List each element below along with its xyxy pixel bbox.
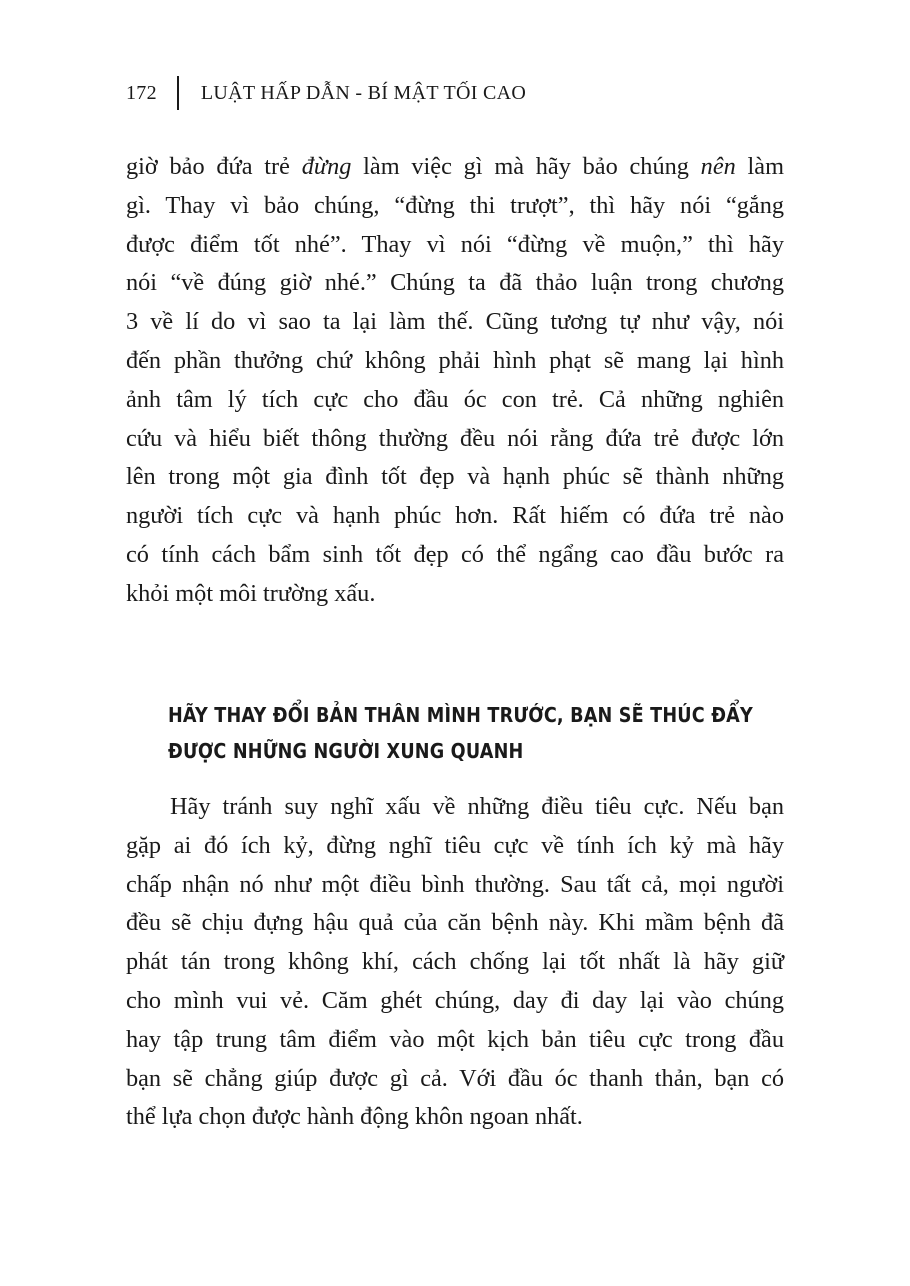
text-run: bạn sẽ chẳng giúp được gì cả. Với đầu óc thanh thản, bạn có	[126, 1064, 784, 1092]
text-line	[126, 1021, 784, 1060]
emphasized-word: nên	[700, 153, 736, 180]
text-run: đến phần thưởng chứ không phải hình phạt sẽ mang lại hình	[126, 346, 784, 374]
text-run: làm	[735, 153, 784, 180]
text-run: người tích cực và hạnh phúc hơn. Rất hiếm có đứa trẻ nào	[126, 502, 784, 530]
text-line	[126, 788, 784, 827]
page-number: 172	[126, 81, 157, 104]
text-run: ảnh tâm lý tích cực cho đầu óc con trẻ. Cả những nghiên	[126, 385, 784, 413]
section-heading	[168, 697, 753, 769]
text-run: có tính cách bẩm sinh tốt đẹp có thể ngẩng cao đầu bước ra	[126, 540, 784, 568]
text-line	[126, 226, 784, 265]
text-run: cứu và hiểu biết thông thường đều nói rằng đứa trẻ được lớn	[126, 424, 784, 452]
paragraph-1	[126, 148, 784, 614]
text-run: làm việc gì mà hãy bảo chúng	[351, 153, 701, 180]
text-run: thể lựa chọn được hành động khôn ngoan nhất.	[126, 1103, 583, 1131]
section-heading-line-1: HÃY THAY ĐỔI BẢN THÂN MÌNH TRƯỚC, BẠN SẼ THÚC ĐẨY	[168, 703, 753, 727]
running-title: LUẬT HẤP DẪN - BÍ MẬT TỐI CAO	[200, 81, 527, 104]
header-divider	[177, 76, 179, 110]
text-run: nói “về đúng giờ nhé.” Chúng ta đã thảo luận trong chương	[126, 269, 784, 297]
text-run: giờ bảo đứa trẻ	[126, 153, 302, 180]
text-line	[126, 1060, 784, 1099]
text-line	[126, 866, 784, 905]
text-run: đều sẽ chịu đựng hậu quả của căn bệnh này. Khi mầm bệnh đã	[126, 909, 784, 937]
text-line	[126, 303, 784, 342]
text-run: khỏi một môi trường xấu.	[126, 579, 376, 607]
text-run: cho mình vui vẻ. Căm ghét chúng, day đi day lại vào chúng	[126, 986, 784, 1014]
text-line	[126, 264, 784, 303]
text-run: hay tập trung tâm điểm vào một kịch bản tiêu cực trong đầu	[126, 1025, 784, 1053]
text-line	[126, 497, 784, 536]
text-run: gì. Thay vì bảo chúng, “đừng thi trượt”, thì hãy nói “gắng	[126, 191, 784, 219]
text-line	[126, 827, 784, 866]
text-run: lên trong một gia đình tốt đẹp và hạnh phúc sẽ thành những	[126, 463, 784, 491]
text-run: Hãy tránh suy nghĩ xấu về những điều tiêu cực. Nếu bạn	[170, 793, 784, 820]
text-line	[126, 187, 784, 226]
emphasized-word: đừng	[301, 153, 352, 180]
paragraph-2	[126, 788, 784, 1137]
text-run: gặp ai đó ích kỷ, đừng nghĩ tiêu cực về tính ích kỷ mà hãy	[126, 831, 784, 859]
text-line	[126, 420, 784, 459]
text-run: được điểm tốt nhé”. Thay vì nói “đừng về muộn,” thì hãy	[126, 230, 784, 258]
text-line	[126, 458, 784, 497]
text-line	[126, 342, 784, 381]
text-line	[126, 381, 784, 420]
text-run: chấp nhận nó như một điều bình thường. Sau tất cả, mọi người	[126, 870, 784, 898]
text-line	[126, 982, 784, 1021]
text-line	[126, 575, 784, 614]
text-line	[126, 904, 784, 943]
text-run: phát tán trong không khí, cách chống lại tốt nhất là hãy giữ	[126, 948, 784, 976]
text-line	[126, 148, 784, 187]
text-line	[126, 1098, 784, 1137]
section-heading-line-2: ĐƯỢC NHỮNG NGƯỜI XUNG QUANH	[168, 739, 524, 763]
text-line	[126, 943, 784, 982]
running-header	[126, 74, 526, 112]
text-run: 3 về lí do vì sao ta lại làm thế. Cũng tương tự như vậy, nói	[126, 308, 784, 336]
text-line	[126, 536, 784, 575]
